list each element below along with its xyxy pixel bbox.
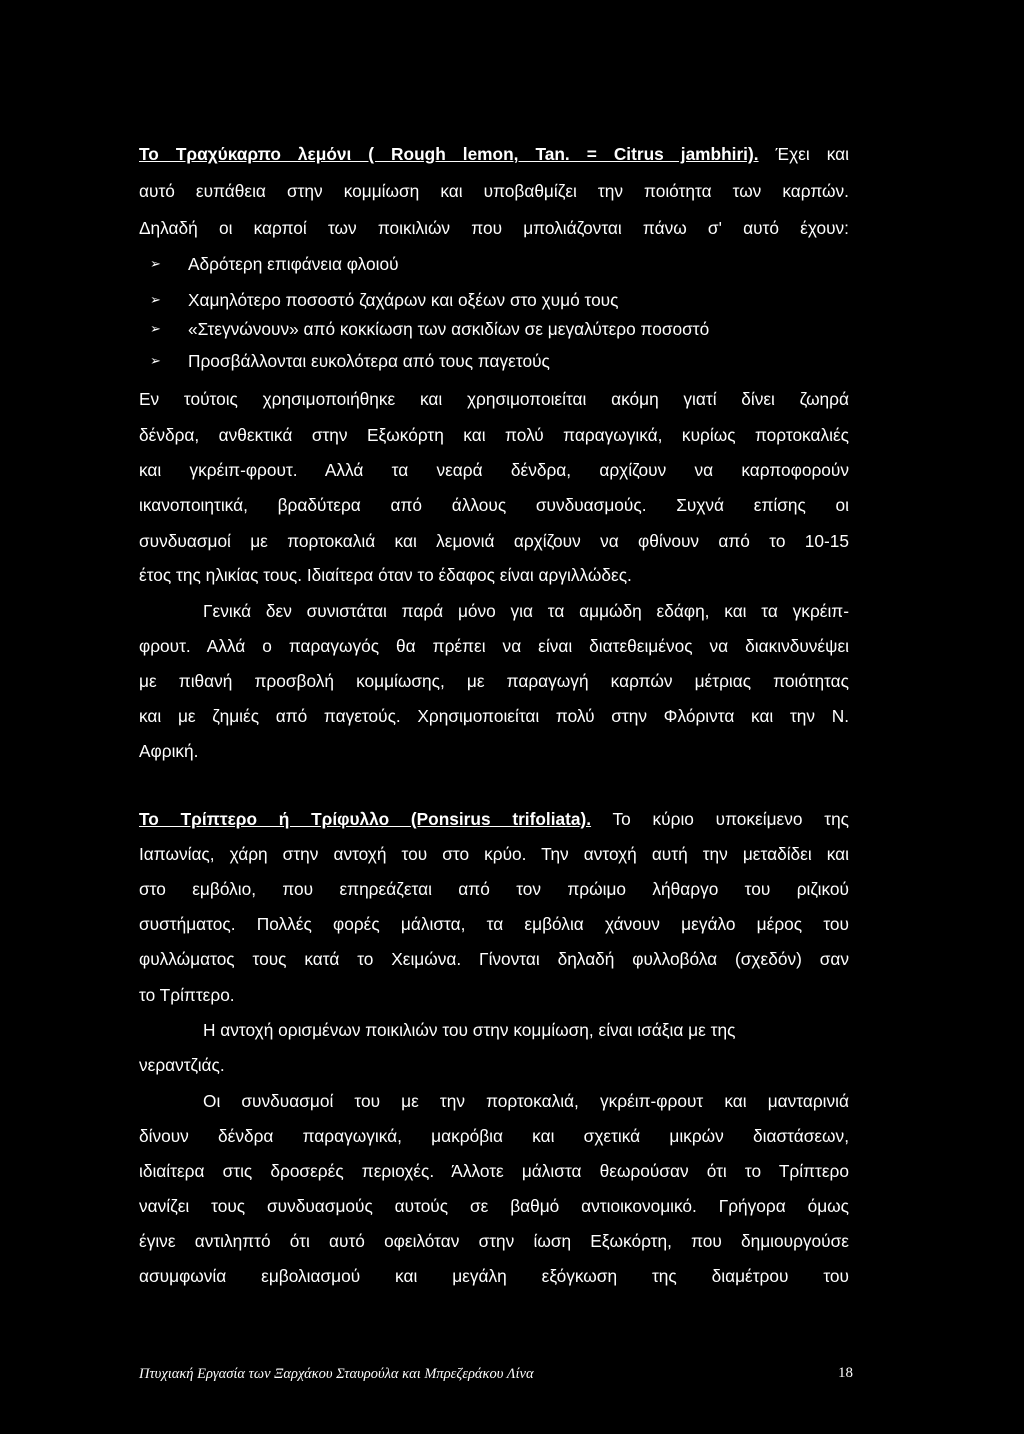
- paragraph-line: δένδρα, ανθεκτικά στην Εξωκόρτη και πολύ παραγωγικά, κυρίως πορτοκαλιές: [139, 425, 849, 445]
- paragraph-line: ικανοποιητικά, βραδύτερα από άλλους συνδυασμούς. Συχνά επίσης οι: [139, 495, 849, 515]
- paragraph-line: Η αντοχή ορισμένων ποικιλιών του στην κομμίωση, είναι ισάξια με της: [203, 1020, 736, 1040]
- paragraph-line: και γκρέιπ-φρουτ. Αλλά τα νεαρά δένδρα, αρχίζουν να καρποφορούν: [139, 460, 849, 480]
- paragraph-line: Οι συνδυασμοί του με την πορτοκαλιά, γκρέιπ-φρουτ και μανταρινιά: [203, 1091, 849, 1111]
- paragraph-line: το Τρίπτερο.: [139, 985, 235, 1005]
- paragraph-line: ιδιαίτερα στις δροσερές περιοχές. Άλλοτε μάλιστα θεωρούσαν ότι το Τρίπτερο: [139, 1161, 849, 1181]
- bullet-arrow-icon: ➢: [150, 321, 161, 336]
- paragraph-line: Δηλαδή οι καρποί των ποικιλιών που μπολιάζονται πάνω σ' αυτό έχουν:: [139, 218, 849, 238]
- bullet-arrow-icon: ➢: [150, 292, 161, 307]
- paragraph-line: δίνουν δένδρα παραγωγικά, μακρόβια και σχετικά μικρών διαστάσεων,: [139, 1126, 849, 1146]
- bullet-item: Χαμηλότερο ποσοστό ζαχάρων και οξέων στο χυμό τους: [188, 290, 619, 310]
- section2-first-line: [139, 808, 849, 830]
- page-footer: Πτυχιακή Εργασία των Ξαρχάκου Σταυρούλα και Μπρεζεράκου Λίνα: [139, 1366, 534, 1382]
- paragraph-line: αυτό ευπάθεια στην κομμίωση και υποβαθμίζει την ποιότητα των καρπών.: [139, 181, 849, 201]
- paragraph-line: συνδυασμοί με πορτοκαλιά και λεμονιά αρχίζουν να φθίνουν από το 10-15: [139, 531, 849, 551]
- bullet-item: «Στεγνώνουν» από κοκκίωση των ασκιδίων σε μεγαλύτερο ποσοστό: [188, 319, 710, 339]
- paragraph-line: Ιαπωνίας, χάρη στην αντοχή του στο κρύο. Την αντοχή αυτή την μεταδίδει και: [139, 844, 849, 864]
- paragraph-line: συστήματος. Πολλές φορές μάλιστα, τα εμβόλια χάνουν μεγάλο μέρος του: [139, 914, 849, 934]
- bullet-arrow-icon: ➢: [150, 256, 161, 271]
- paragraph-line: νεραντζιάς.: [139, 1055, 225, 1075]
- paragraph-line: νανίζει τους συνδυασμούς αυτούς σε βαθμό αντιοικονομικό. Γρήγορα όμως: [139, 1196, 849, 1216]
- section1-first-line-rest: Έχει και: [758, 144, 849, 164]
- paragraph-line: και με ζημιές από παγετούς. Χρησιμοποιείται πολύ στην Φλόριντα και την Ν.: [139, 706, 849, 726]
- page-number: 18: [838, 1365, 853, 1381]
- paragraph-line: έγινε αντιληπτό ότι αυτό οφειλόταν στην ίωση Εξωκόρτη, που δημιουργούσε: [139, 1231, 849, 1251]
- paragraph-line: Γενικά δεν συνιστάται παρά μόνο για τα αμμώδη εδάφη, και τα γκρέιπ-: [203, 601, 849, 621]
- bullet-arrow-icon: ➢: [150, 353, 161, 368]
- paragraph-line: ασυμφωνία εμβολιασμού και μεγάλη εξόγκωση της διαμέτρου του: [139, 1266, 849, 1286]
- bullet-item: Προσβάλλονται ευκολότερα από τους παγετούς: [188, 351, 550, 371]
- bullet-item: Αδρότερη επιφάνεια φλοιού: [188, 254, 399, 274]
- section2-heading: Το Τρίπτερο ή Τρίφυλλο (Ponsirus trifoliata).: [139, 809, 592, 829]
- paragraph-line: στο εμβόλιο, που επηρεάζεται από τον πρώιμο λήθαργο του ριζικού: [139, 879, 849, 899]
- paragraph-line: Εν τούτοις χρησιμοποιήθηκε και χρησιμοποιείται ακόμη γιατί δίνει ζωηρά: [139, 389, 849, 409]
- section1-heading: Το Τραχύκαρπο λεμόνι ( Rough lemon, Tan. = Citrus jambhiri).: [139, 144, 759, 164]
- paragraph-line: έτος της ηλικίας τους. Ιδιαίτερα όταν το έδαφος είναι αργιλλώδες.: [139, 565, 632, 585]
- paragraph-line: Αφρική.: [139, 741, 199, 761]
- section1-first-line: [139, 143, 849, 165]
- section2-first-line-rest: Το κύριο υποκείμενο της: [591, 809, 850, 829]
- paragraph-line: με πιθανή προσβολή κομμίωσης, με παραγωγή καρπών μέτριας ποιότητας: [139, 671, 849, 691]
- paragraph-line: φρουτ. Αλλά ο παραγωγός θα πρέπει να είναι διατεθειμένος να διακινδυνέψει: [139, 636, 849, 656]
- paragraph-line: φυλλώματος τους κατά το Χειμώνα. Γίνονται δηλαδή φυλλοβόλα (σχεδόν) σαν: [139, 949, 849, 969]
